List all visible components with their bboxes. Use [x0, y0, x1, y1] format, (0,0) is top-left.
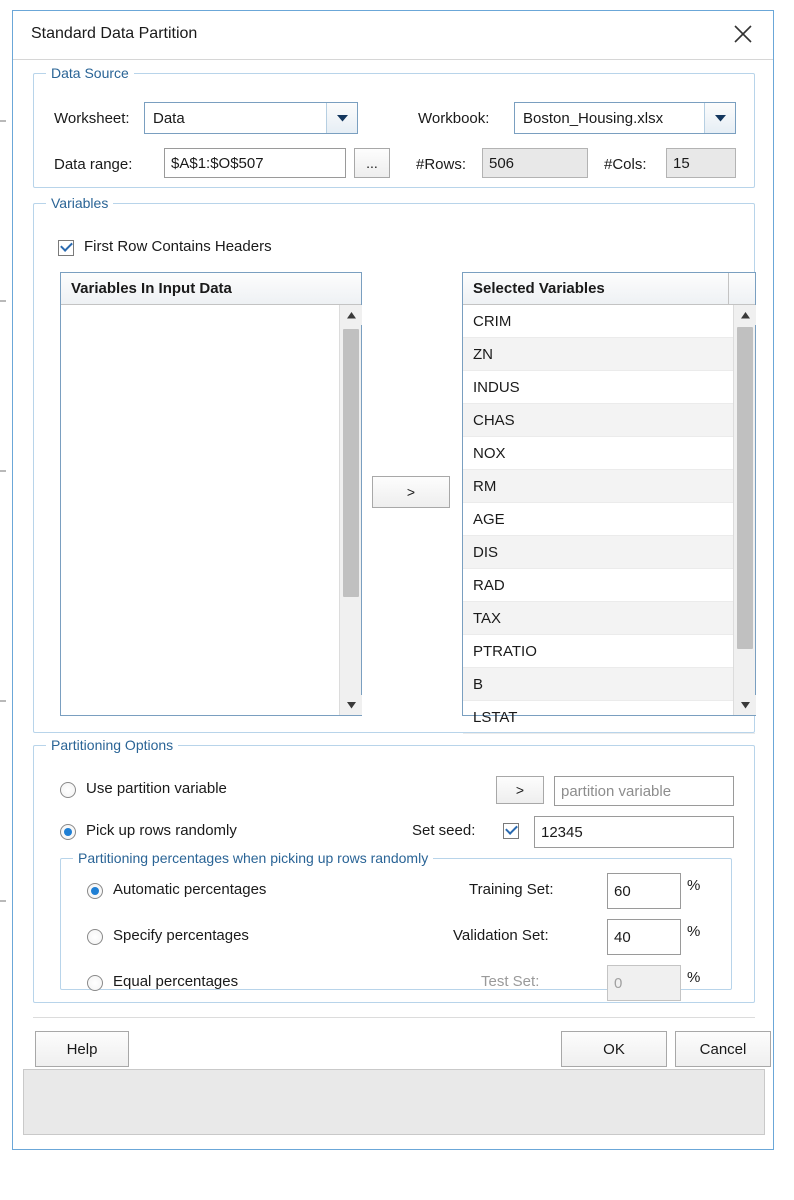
edge-tick: [0, 470, 6, 472]
title-bar: [13, 11, 773, 60]
rows-value: 506: [482, 148, 588, 178]
percentages-legend: Partitioning percentages when picking up rows randomly: [73, 850, 433, 866]
variables-legend: Variables: [46, 195, 113, 211]
input-list-scroll-thumb[interactable]: [343, 329, 359, 597]
cancel-button[interactable]: Cancel: [675, 1031, 771, 1067]
scroll-up-icon[interactable]: [340, 305, 362, 325]
data-source-group: [33, 65, 755, 188]
workbook-label: Workbook:: [418, 110, 490, 127]
partition-variable-input[interactable]: partition variable: [554, 776, 734, 806]
scroll-down-icon[interactable]: [340, 695, 362, 715]
move-variable-button[interactable]: >: [372, 476, 450, 508]
selected-variables-listbox[interactable]: [462, 272, 756, 726]
test-set-input: 0: [607, 965, 681, 1001]
edge-tick: [0, 700, 6, 702]
pick-rows-randomly-label: Pick up rows randomly: [86, 822, 237, 839]
edge-tick: [0, 120, 6, 122]
set-seed-checkbox[interactable]: [503, 823, 519, 839]
validation-set-input[interactable]: 40: [607, 919, 681, 955]
automatic-percentages-label: Automatic percentages: [113, 881, 267, 898]
scroll-down-icon[interactable]: [734, 695, 756, 715]
close-icon[interactable]: [723, 17, 763, 51]
set-seed-label: Set seed:: [412, 822, 476, 839]
ok-button[interactable]: OK: [561, 1031, 667, 1067]
training-percent-sign: %: [687, 877, 701, 894]
list-item[interactable]: RAD: [463, 569, 755, 602]
equal-percentages-label: Equal percentages: [113, 973, 239, 990]
list-item[interactable]: DIS: [463, 536, 755, 569]
variables-in-input-data-listbox[interactable]: [60, 272, 362, 716]
selected-list-header-split: [728, 273, 755, 304]
scroll-up-icon[interactable]: [734, 305, 756, 325]
selected-list-scrollbar[interactable]: [733, 305, 755, 715]
cols-value: 15: [666, 148, 736, 178]
data-source-legend: Data Source: [46, 65, 134, 81]
input-list-header: [61, 273, 361, 305]
first-row-headers-label: First Row Contains Headers: [84, 238, 272, 255]
selected-list-body: [463, 305, 755, 726]
partitioning-options-group: [33, 737, 755, 1003]
worksheet-label: Worksheet:: [54, 110, 130, 127]
edge-tick: [0, 300, 6, 302]
rows-label: #Rows:: [416, 156, 467, 173]
pick-rows-randomly-radio[interactable]: [60, 824, 76, 840]
variables-group: [33, 195, 755, 733]
test-set-label: Test Set:: [481, 973, 540, 990]
list-item[interactable]: RM: [463, 470, 755, 503]
validation-set-label: Validation Set:: [453, 927, 549, 944]
list-item[interactable]: INDUS: [463, 371, 755, 404]
partitioning-legend: Partitioning Options: [46, 737, 178, 753]
use-partition-variable-label: Use partition variable: [86, 780, 227, 797]
seed-input[interactable]: 12345: [534, 816, 734, 848]
test-percent-sign: %: [687, 969, 701, 986]
selected-list-header-label: Selected Variables: [473, 280, 605, 297]
first-row-headers-checkbox[interactable]: [58, 240, 74, 256]
status-panel: [23, 1069, 765, 1135]
chevron-down-icon: [704, 103, 735, 133]
list-item[interactable]: CRIM: [463, 305, 755, 338]
equal-percentages-radio[interactable]: [87, 975, 103, 991]
automatic-percentages-radio[interactable]: [87, 883, 103, 899]
workbook-select-value: Boston_Housing.xlsx: [523, 109, 664, 127]
data-range-input[interactable]: $A$1:$O$507: [164, 148, 346, 178]
help-button[interactable]: Help: [35, 1031, 129, 1067]
data-range-browse-button[interactable]: ...: [354, 148, 390, 178]
partition-variable-move-button[interactable]: >: [496, 776, 544, 804]
list-item[interactable]: CHAS: [463, 404, 755, 437]
list-item[interactable]: B: [463, 668, 755, 701]
selected-list-header: [463, 273, 755, 305]
specify-percentages-label: Specify percentages: [113, 927, 249, 944]
list-item[interactable]: AGE: [463, 503, 755, 536]
data-range-label: Data range:: [54, 156, 133, 173]
workbook-select[interactable]: [514, 102, 736, 134]
chevron-down-icon: [326, 103, 357, 133]
edge-tick: [0, 900, 6, 902]
specify-percentages-radio[interactable]: [87, 929, 103, 945]
standard-data-partition-dialog: [12, 10, 774, 1150]
footer-divider: [33, 1017, 755, 1018]
cols-label: #Cols:: [604, 156, 647, 173]
partitioning-percentages-group: [60, 850, 732, 992]
validation-percent-sign: %: [687, 923, 701, 940]
training-set-label: Training Set:: [469, 881, 554, 898]
list-item[interactable]: ZN: [463, 338, 755, 371]
page-title: Standard Data Partition: [31, 25, 198, 42]
list-item[interactable]: LSTAT: [463, 701, 755, 734]
list-item[interactable]: TAX: [463, 602, 755, 635]
input-list-header-label: Variables In Input Data: [71, 280, 232, 297]
training-set-input[interactable]: 60: [607, 873, 681, 909]
list-item[interactable]: PTRATIO: [463, 635, 755, 668]
input-list-scrollbar[interactable]: [339, 305, 361, 715]
list-item[interactable]: NOX: [463, 437, 755, 470]
worksheet-select-value: Data: [153, 109, 185, 127]
use-partition-variable-radio[interactable]: [60, 782, 76, 798]
worksheet-select[interactable]: [144, 102, 358, 134]
input-list-body: [61, 305, 361, 715]
selected-list-scroll-thumb[interactable]: [737, 327, 753, 649]
